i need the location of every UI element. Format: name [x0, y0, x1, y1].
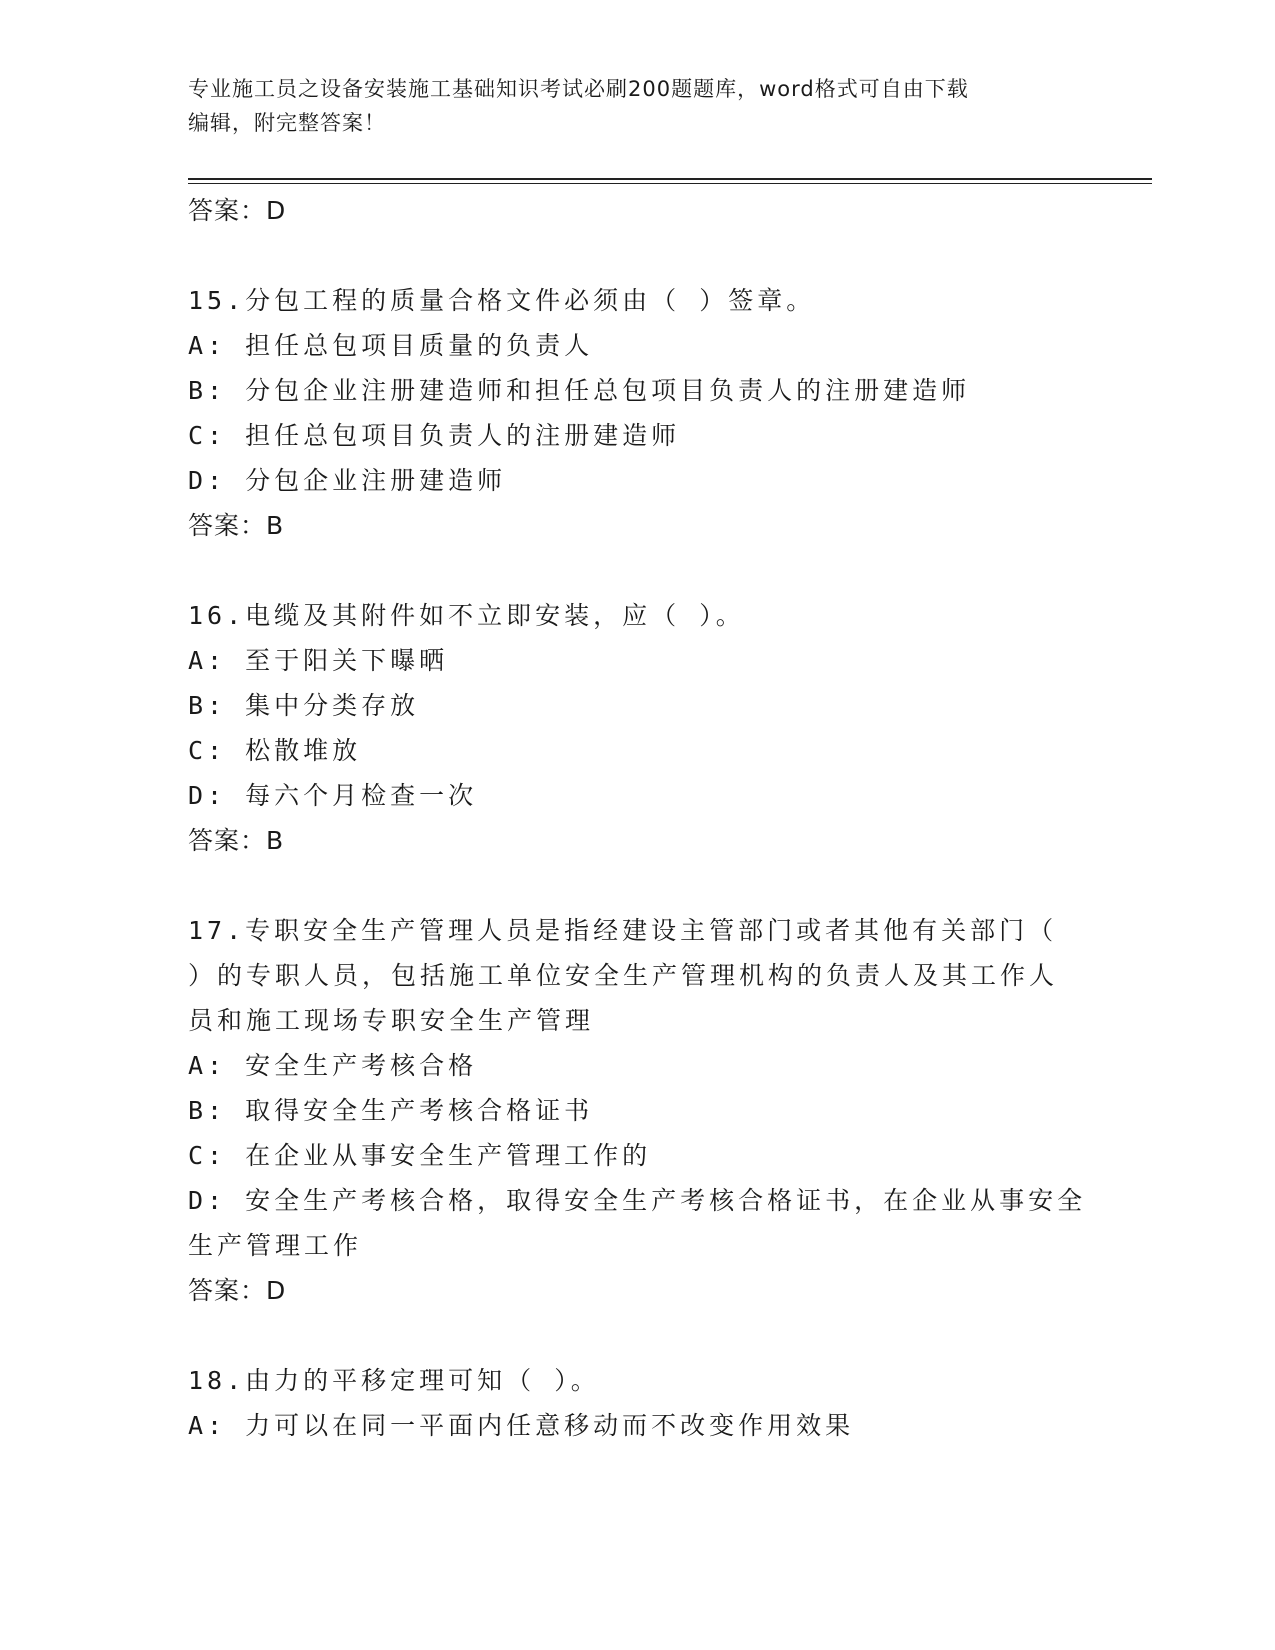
spacer	[188, 863, 1088, 908]
question-stem: 15.分包工程的质量合格文件必须由（ ）签章。	[188, 286, 816, 315]
question-16	[188, 593, 1088, 863]
question-stem-line-1: 17.专职安全生产管理人员是指经建设主管部门或者其他有关部门（	[188, 916, 1058, 945]
option-d: D: 每六个月检查一次	[188, 781, 478, 810]
option-c: C: 担任总包项目负责人的注册建造师	[188, 421, 681, 450]
option-b: B: 取得安全生产考核合格证书	[188, 1096, 594, 1125]
spacer	[188, 1313, 1088, 1358]
answer: 答案：D	[188, 1276, 287, 1305]
question-stem: 18.由力的平移定理可知（ ）。	[188, 1366, 600, 1395]
answer: 答案：B	[188, 826, 285, 855]
question-18	[188, 1358, 1088, 1448]
option-d-line-2: 生产管理工作	[188, 1231, 363, 1260]
option-d: D: 分包企业注册建造师	[188, 466, 507, 495]
question-list	[188, 188, 1088, 1448]
header-title-line-1: 专业施工员之设备安装施工基础知识考试必刷200题题库，word格式可自由下载	[188, 77, 969, 101]
option-a: A: 力可以在同一平面内任意移动而不改变作用效果	[188, 1411, 855, 1440]
question-15	[188, 278, 1088, 548]
header-title-line-2: 编辑，附完整答案！	[188, 111, 386, 135]
option-a: A: 担任总包项目质量的负责人	[188, 331, 594, 360]
spacer	[188, 548, 1088, 593]
option-b: B: 集中分类存放	[188, 691, 420, 720]
option-a: A: 安全生产考核合格	[188, 1051, 478, 1080]
header-divider-thick	[188, 178, 1152, 180]
answer: 答案：B	[188, 511, 285, 540]
option-b: B: 分包企业注册建造师和担任总包项目负责人的注册建造师	[188, 376, 971, 405]
option-d-line-1: D: 安全生产考核合格，取得安全生产考核合格证书，在企业从事安全	[188, 1186, 1087, 1215]
question-stem: 16.电缆及其附件如不立即安装，应（ ）。	[188, 601, 745, 630]
answer-q14: 答案：D	[188, 196, 287, 225]
question-stem-line-3: 员和施工现场专职安全生产管理	[188, 1006, 595, 1035]
question-stem-line-2: ）的专职人员，包括施工单位安全生产管理机构的负责人及其工作人	[188, 961, 1059, 990]
option-c: C: 在企业从事安全生产管理工作的	[188, 1141, 652, 1170]
option-a: A: 至于阳关下曝晒	[188, 646, 449, 675]
header-divider-thin	[188, 183, 1152, 184]
question-17	[188, 908, 1088, 1313]
document-header	[188, 72, 1088, 140]
option-c: C: 松散堆放	[188, 736, 362, 765]
spacer	[188, 233, 1088, 278]
